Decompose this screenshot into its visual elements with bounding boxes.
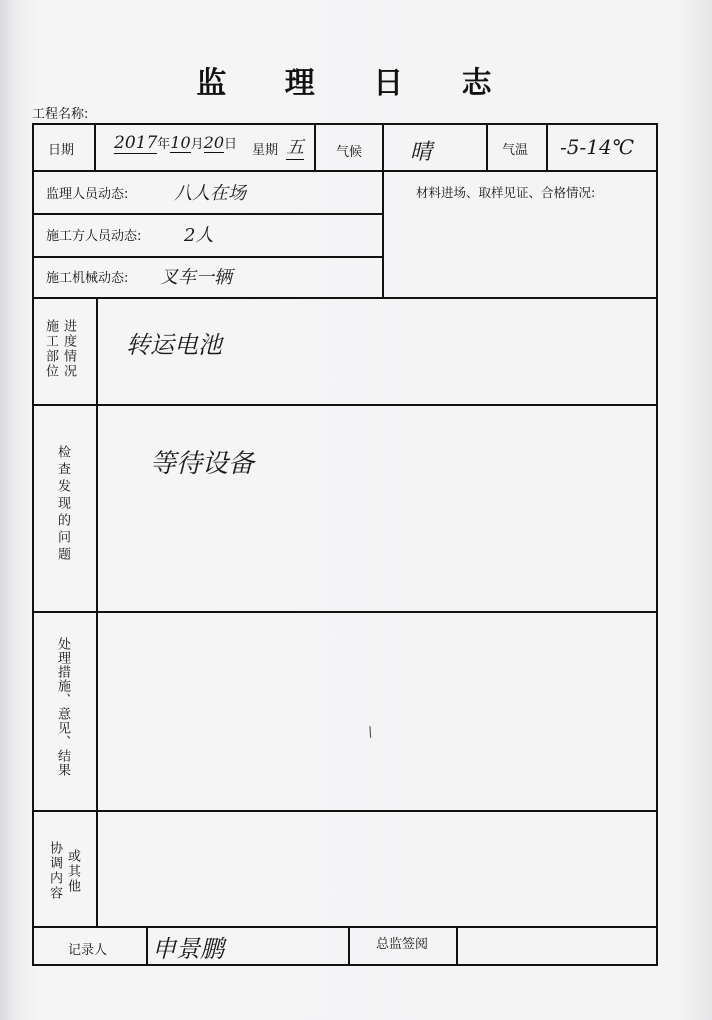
page-title: 监 理 日 志 [196, 66, 516, 101]
handling-mark: ∖ [364, 725, 373, 741]
year-unit: 年 [157, 137, 171, 152]
coordination-label-other: 或其他 [65, 849, 80, 894]
progress-label-part: 进度情况 [61, 319, 76, 379]
divider [382, 125, 384, 297]
log-form [32, 123, 658, 966]
progress-label-location: 施工部位 [43, 319, 58, 379]
contractor-staff-label: 施工方人员动态: [46, 229, 142, 244]
progress-value: 转运电池 [126, 331, 222, 359]
divider [348, 926, 350, 964]
project-name-label: 工程名称: [32, 107, 89, 122]
date-label: 日期 [48, 143, 75, 158]
materials-label: 材料进场、取样见证、合格情况: [416, 185, 596, 200]
divider [96, 297, 98, 926]
divider [34, 810, 656, 812]
divider [456, 926, 458, 964]
divider [34, 213, 382, 215]
machinery-label: 施工机械动态: [46, 271, 129, 286]
divider [34, 611, 656, 613]
divider [314, 125, 316, 170]
recorder-signature: 申景鹏 [152, 935, 224, 963]
temperature-value: -5-14℃ [560, 135, 635, 159]
recorder-label: 记录人 [68, 943, 108, 958]
weather-label: 气候 [336, 145, 363, 160]
divider [34, 297, 656, 299]
contractor-staff-value: 2人 [184, 225, 214, 246]
month-unit: 月 [190, 137, 204, 152]
date-day: 20 [203, 133, 225, 152]
day-unit: 日 [224, 137, 238, 152]
temperature-label: 气温 [502, 143, 529, 158]
weekday-label: 星期 [252, 143, 279, 158]
machinery-value: 叉车一辆 [160, 267, 232, 288]
handling-label: 处理措施、意见、结果 [55, 637, 70, 777]
inspection-value: 等待设备 [150, 449, 255, 479]
divider [34, 256, 382, 258]
weather-value: 晴 [410, 140, 433, 165]
divider [546, 125, 548, 170]
inspection-label: 检查发现的问题 [55, 445, 70, 564]
divider [146, 926, 148, 964]
supervisor-staff-value: 八人在场 [174, 183, 246, 204]
date-month: 10 [170, 133, 191, 152]
supervisor-staff-label: 监理人员动态: [46, 187, 129, 202]
weekday-value: 五 [286, 133, 304, 160]
chief-review-label: 总监签阅 [376, 937, 429, 952]
divider [94, 125, 96, 170]
divider [34, 404, 656, 406]
date-year: 2017 [114, 133, 158, 153]
divider [486, 125, 488, 170]
coordination-label-content: 协调内容 [47, 841, 62, 901]
divider [34, 926, 656, 928]
date-value [114, 133, 237, 154]
divider [34, 170, 656, 172]
